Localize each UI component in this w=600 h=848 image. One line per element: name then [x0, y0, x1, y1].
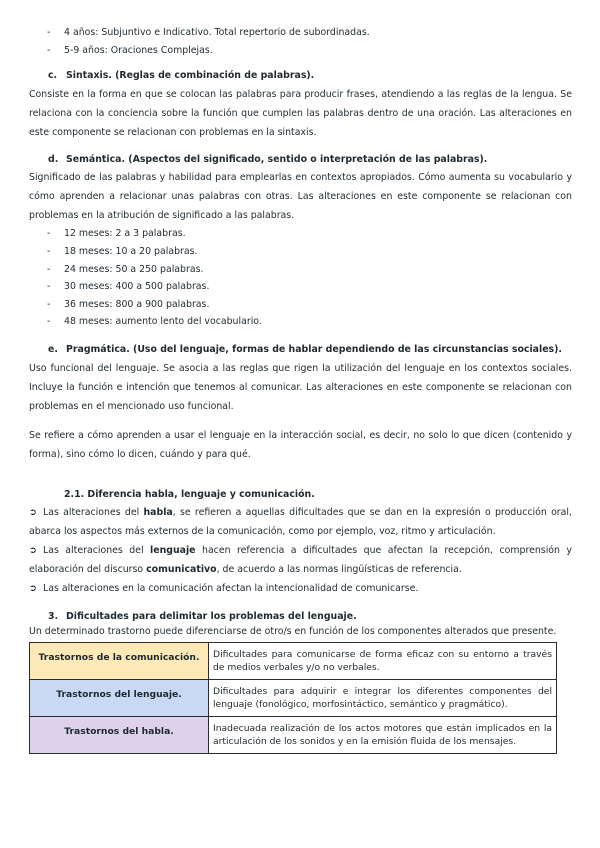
- paragraph-semantica: Significado de las palabras y habilidad para emplearlas en contextos apropiados. Cómo aumenta su vocabulario y cómo aprenden a relacionar unas palabras con otras. Las alteraciones en este componente se relacionan con problemas en la atribución de significado a las palabras.: [29, 172, 572, 222]
- list-item: - 4 años: Subjuntivo e Indicativo. Total repertorio de subordinadas.: [29, 24, 572, 42]
- paragraph-dificultades: Un determinado trastorno puede diferenciarse de otro/s en función de los componentes alterados que presente.: [29, 626, 557, 638]
- list-item: - 24 meses: 50 a 250 palabras.: [29, 261, 572, 279]
- paragraph-lenguaje: ➲ Las alteraciones del lenguaje hacen referencia a dificultades que afectan la recepción, comprensión y elaboración del discurso comunicativo, de acuerdo a las normas lingüísticas de referencia.: [29, 541, 572, 579]
- list-item: - 36 meses: 800 a 900 palabras.: [29, 296, 572, 314]
- table-cell-desc: Inadecuada realización de los actos motores que están implicados en la articulación de los sonidos y en la emisión fluida de los mensajes.: [209, 717, 557, 754]
- paragraph-habla: ➲ Las alteraciones del habla, se refieren a aquellas dificultades que se dan en la expresión o producción oral, abarca los aspectos más externos de la comunicación, como por ejemplo, voz, ritmo y articulación.: [29, 503, 572, 541]
- table-row: [30, 717, 557, 754]
- table-cell-label: Trastornos del lenguaje.: [30, 680, 209, 717]
- arrow-bullet-icon: ➲: [29, 507, 37, 519]
- list-item: - 30 meses: 400 a 500 palabras.: [29, 278, 572, 296]
- paragraph-sintaxis: Consiste en la forma en que se colocan las palabras para producir frases, atendiendo a las reglas de la lengua. Se relaciona con la conciencia sobre la función que cumplen las palabras dentro de una oración. Las alteraciones en este componente se relacionan con problemas en la sintaxis.: [29, 88, 572, 138]
- table-cell-desc: Dificultades para adquirir e integrar los diferentes componentes del lenguaje (fonológico, morfosintáctico, semántico y pragmático).: [209, 680, 557, 717]
- arrow-bullet-icon: ➲: [29, 583, 37, 595]
- section-heading-sintaxis: c. Sintaxis. (Reglas de combinación de palabras).: [48, 70, 315, 82]
- paragraph-pragmatica-1: Uso funcional del lenguaje. Se asocia a las reglas que rigen la utilización del lenguaje en los contextos sociales. Incluye la función e intención que tenemos al comunicar. Las alteraciones en este componente se relacionan con problemas en el mencionado uso funcional.: [29, 362, 572, 412]
- list-item: - 5-9 años: Oraciones Complejas.: [29, 42, 572, 60]
- list-item: - 12 meses: 2 a 3 palabras.: [29, 225, 572, 243]
- list-item: - 18 meses: 10 a 20 palabras.: [29, 243, 572, 261]
- paragraph-pragmatica-2: Se refiere a cómo aprenden a usar el lenguaje en la interacción social, es decir, no solo lo que dicen (contenido y forma), sino cómo lo dicen, cuándo y para qué.: [29, 429, 572, 460]
- section-heading-diferencia: 2.1. Diferencia habla, lenguaje y comunicación.: [64, 488, 315, 500]
- table-cell-desc: Dificultades para comunicarse de forma eficaz con su entorno a través de medios verbales y/o no verbales.: [209, 643, 557, 680]
- table-cell-label: Trastornos de la comunicación.: [30, 643, 209, 680]
- section-heading-dificultades: 3. Dificultades para delimitar los problemas del lenguaje.: [48, 611, 357, 623]
- table-row: [30, 643, 557, 680]
- paragraph-comunicacion: ➲ Las alteraciones en la comunicación afectan la intencionalidad de comunicarse.: [29, 579, 572, 598]
- arrow-bullet-icon: ➲: [29, 545, 37, 557]
- table-cell-label: Trastornos del habla.: [30, 717, 209, 754]
- disorders-table: [29, 642, 557, 754]
- table-row: [30, 680, 557, 717]
- section-heading-pragmatica: e. Pragmática. (Uso del lenguaje, formas de hablar dependiendo de las circunstancias sociales).: [48, 343, 562, 355]
- list-item: - 48 meses: aumento lento del vocabulario.: [29, 313, 572, 331]
- section-heading-semantica: d. Semántica. (Aspectos del significado, sentido o interpretación de las palabras).: [48, 153, 488, 165]
